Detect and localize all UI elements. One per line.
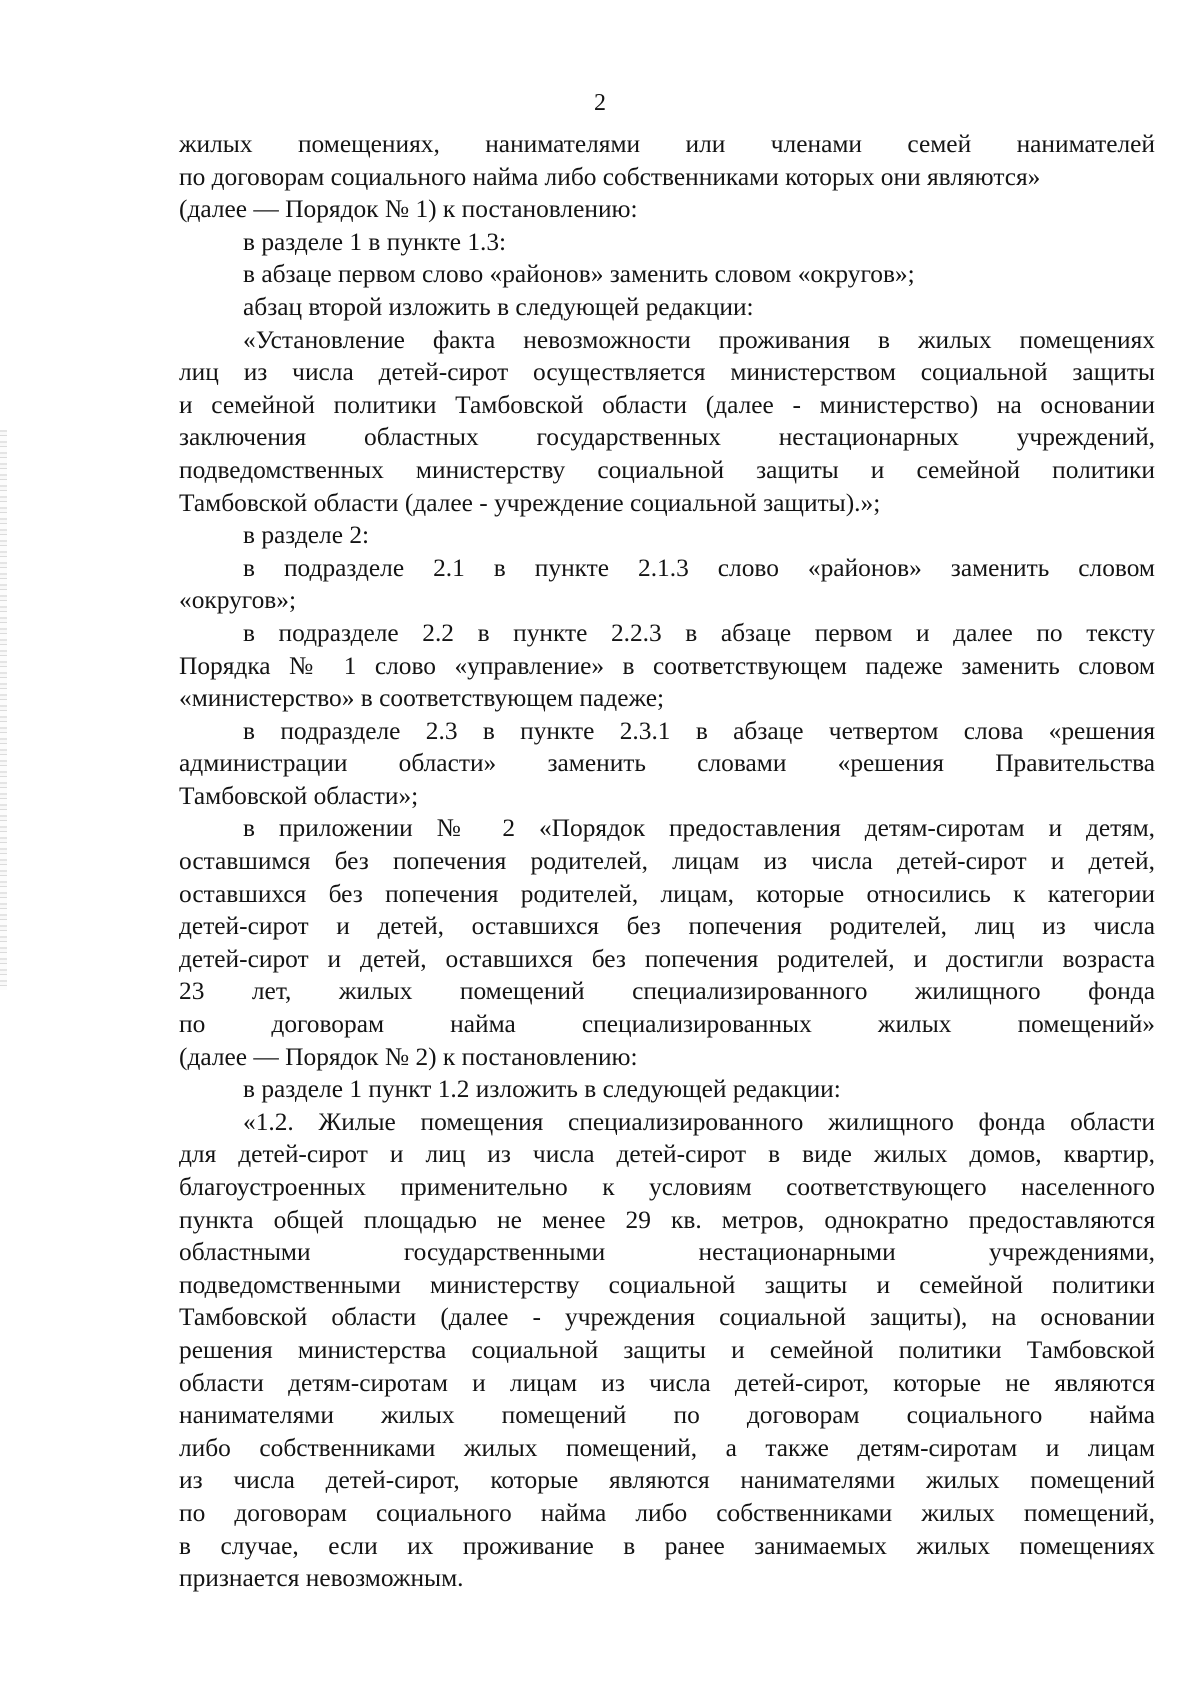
text-line: «Установление факта невозможности проживания в жилых помещениях (243, 325, 1155, 354)
text-line: из числа детей-сирот, которые являются нанимателями жилых помещений (179, 1466, 1155, 1495)
text-line: области детям-сиротам и лицам из числа детей-сирот, которые не являются (179, 1368, 1155, 1397)
text-line: Тамбовской области»; (179, 781, 419, 810)
text-line: подведомственных министерству социальной защиты и семейной политики (179, 455, 1155, 484)
scan-edge-artifact (0, 430, 7, 990)
text-line: оставшихся без попечения родителей, лицам, которые относились к категории (179, 879, 1155, 908)
text-line: областными государственными нестационарными учреждениями, (179, 1238, 1155, 1267)
text-line: в приложении № 2 «Порядок предоставления детям-сиротам и детям, (243, 814, 1155, 843)
text-line: «округов»; (179, 586, 296, 615)
text-line: по договорам найма специализированных жилых помещений» (179, 1010, 1155, 1039)
text-line: администрации области» заменить словами «решения Правительства (179, 749, 1155, 778)
text-line: в подразделе 2.1 в пункте 2.1.3 слово «районов» заменить словом (243, 553, 1155, 582)
text-line: 23 лет, жилых помещений специализированного жилищного фонда (179, 977, 1155, 1006)
text-line: признается невозможным. (179, 1564, 464, 1593)
text-line: абзац второй изложить в следующей редакции: (243, 292, 754, 321)
text-line: по договорам социального найма либо собственниками жилых помещений, (179, 1498, 1155, 1527)
text-line: подведомственными министерству социальной защиты и семейной политики (179, 1270, 1155, 1299)
text-line: и семейной политики Тамбовской области (далее - министерство) на основании (179, 390, 1155, 419)
text-line: Тамбовской области (далее - учреждения социальной защиты), на основании (179, 1303, 1155, 1332)
text-line: оставшимся без попечения родителей, лицам из числа детей-сирот и детей, (179, 847, 1155, 876)
document-body (179, 128, 1155, 1595)
text-line: в подразделе 2.2 в пункте 2.2.3 в абзаце первом и далее по тексту (243, 618, 1155, 647)
text-line: в разделе 1 пункт 1.2 изложить в следующей редакции: (243, 1075, 841, 1104)
text-line: жилых помещениях, нанимателями или членами семей нанимателей (179, 130, 1155, 158)
text-line: детей-сирот и детей, оставшихся без попечения родителей, и достигли возраста (179, 944, 1155, 973)
text-line: Тамбовской области (далее - учреждение социальной защиты).»; (179, 488, 881, 517)
text-line: по договорам социального найма либо собственниками которых они являются» (179, 162, 1041, 191)
text-line: в разделе 2: (243, 521, 370, 550)
text-line: благоустроенных применительно к условиям соответствующего населенного (179, 1173, 1155, 1201)
text-line: в абзаце первом слово «районов» заменить словом «округов»; (243, 260, 915, 289)
text-line: лиц из числа детей-сирот осуществляется министерством социальной защиты (179, 358, 1155, 387)
text-line: (далее — Порядок № 1) к постановлению: (179, 195, 638, 224)
text-line: в подразделе 2.3 в пункте 2.3.1 в абзаце четвертом слова «решения (243, 716, 1155, 745)
text-line: в разделе 1 в пункте 1.3: (243, 227, 507, 256)
text-line: «министерство» в соответствующем падеже; (179, 684, 665, 713)
text-line: в случае, если их проживание в ранее занимаемых жилых помещениях (179, 1531, 1155, 1560)
page-number: 2 (594, 90, 606, 116)
text-line: для детей-сирот и лиц из числа детей-сирот в виде жилых домов, квартир, (179, 1140, 1155, 1169)
text-line: либо собственниками жилых помещений, а также детям-сиротам и лицам (179, 1433, 1155, 1462)
text-line: Порядка № 1 слово «управление» в соответствующем падеже заменить словом (179, 651, 1155, 680)
text-line: нанимателями жилых помещений по договорам социального найма (179, 1401, 1155, 1430)
text-line: заключения областных государственных нестационарных учреждений, (179, 423, 1155, 452)
text-line: (далее — Порядок № 2) к постановлению: (179, 1042, 638, 1071)
text-line: пункта общей площадью не менее 29 кв. метров, однократно предоставляются (179, 1205, 1155, 1234)
text-line: решения министерства социальной защиты и семейной политики Тамбовской (179, 1335, 1155, 1364)
text-line: детей-сирот и детей, оставшихся без попечения родителей, лиц из числа (179, 912, 1155, 941)
text-line: «1.2. Жилые помещения специализированного жилищного фонда области (243, 1107, 1155, 1136)
